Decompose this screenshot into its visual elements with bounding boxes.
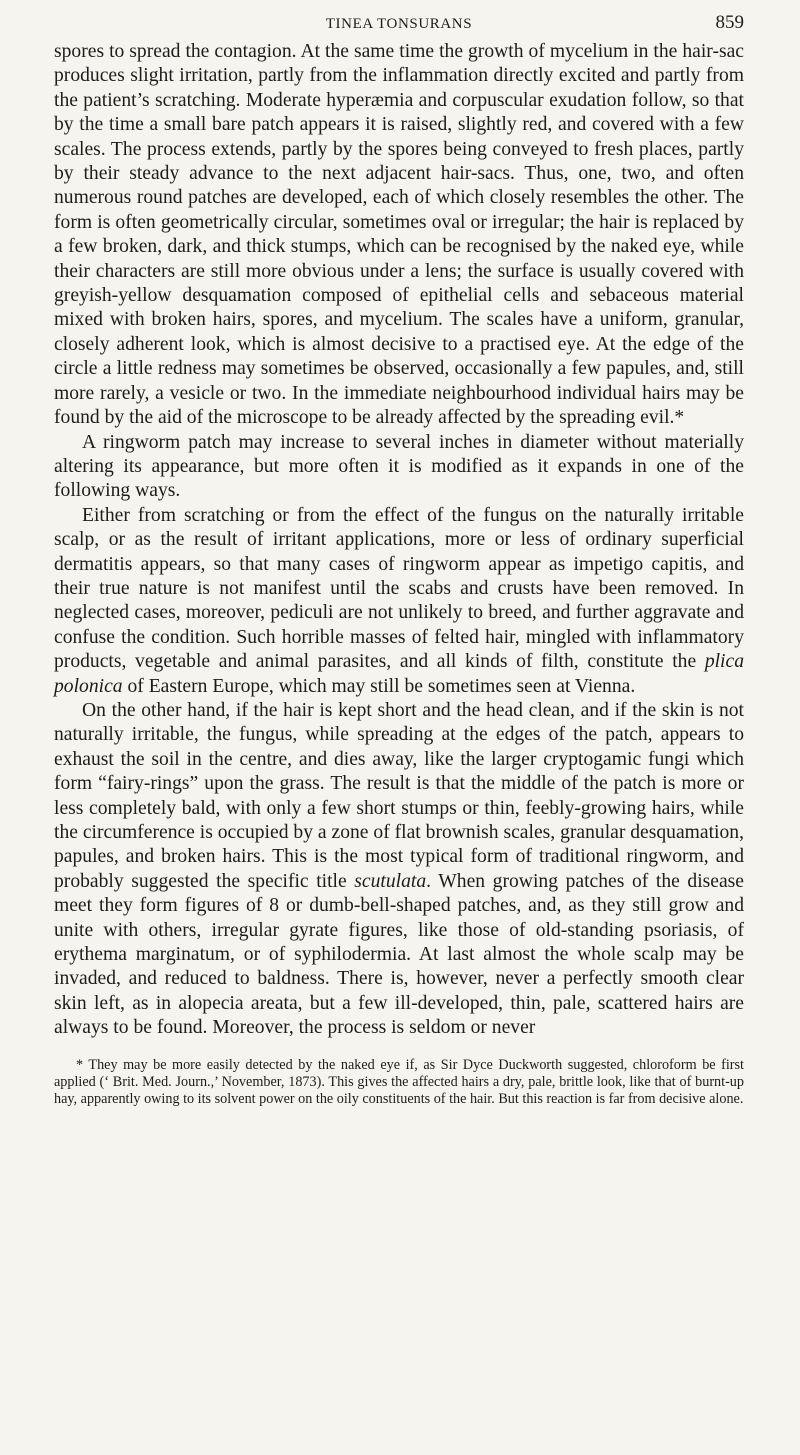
text-run: * They may be more easily detected by the naked eye if, as Sir Dyce Duckworth suggested, chloroform be first applied (‘ Brit. Med. Journ.,’ November, 1873). This gives the affected hairs a dry, pale, brittle look, like that of burnt-up hay, apparently owing to its solvent power on the oily constituents of the hair. But this reaction is far from decisive alone. <box>54 1056 744 1107</box>
footnote-text <box>54 1057 744 1108</box>
paragraph-2 <box>54 431 744 504</box>
paragraph-1 <box>54 40 744 431</box>
text-run: spores to spread the contagion. At the same time the growth of mycelium in the hair-sac produces slight irritation, partly from the inflammation directly excited and partly from the patient’s scratching. Moderate hyperæmia and corpuscular exudation follow, so that by the time a small bare patch appears it is raised, slightly red, and covered with a few scales. The process extends, partly by the spores being conveyed to fresh places, partly by their steady advance to the next adjacent hair-sacs. Thus, one, two, and often numerous round patches are developed, each of which closely resembles the other. The form is often geometrically circular, sometimes oval or irregular; the hair is replaced by a few broken, dark, and thick stumps, which can be recognised by the naked eye, while their characters are still more obvious under a lens; the surface is usually covered with greyish-yellow desquamation composed of epithelial cells and sebaceous material mixed with broken hairs, spores, and mycelium. The scales have a uniform, granular, closely adherent look, which is almost decisive to a practised eye. At the edge of the circle a little redness may sometimes be observed, occasionally a few papules, and, still more rarely, a vesicle or two. In the immediate neighbourhood individual hairs may be found by the aid of the microscope to be already affected by the spreading evil.* <box>54 41 744 429</box>
italic-term: plica polonica <box>54 651 744 697</box>
footnote <box>54 1057 744 1108</box>
italic-term: scutulata <box>354 870 427 892</box>
body-text <box>54 40 744 1041</box>
text-run: . When growing patches of the disease meet they form figures of 8 or dumb-bell-shaped patches, and, as they still grow and unite with others, irregular gyrate figures, like those of old-standing psoriasis, of erythema marginatum, or of syphilodermia. At last almost the whole scalp may be invaded, and reduced to baldness. There is, however, never a perfectly smooth clear skin left, as in alopecia areata, but a few ill-developed, thin, pale, scattered hairs are always to be found. Moreover, the process is seldom or never <box>54 870 745 1039</box>
paragraph-4 <box>54 699 744 1041</box>
text-run: of Eastern Europe, which may still be sometimes seen at Vienna. <box>122 675 636 697</box>
page-number: 859 <box>715 12 744 33</box>
paragraph-3 <box>54 504 744 699</box>
running-head <box>54 10 744 40</box>
text-run: On the other hand, if the hair is kept short and the head clean, and if the skin is not naturally irritable, the fungus, while spreading at the edges of the patch, appears to exhaust the soil in the centre, and dies away, like the larger cryptogamic fungi which form “fairy-rings” upon the grass. The result is that the middle of the patch is more or less completely bald, with only a few short stumps or thin, feebly-growing hairs, while the circumference is occupied by a zone of flat brownish scales, granular desquamation, papules, and broken hairs. This is the most typical form of traditional ringworm, and probably suggested the specific title <box>54 699 744 892</box>
running-title: TINEA TONSURANS <box>325 16 473 32</box>
text-run: A ringworm patch may increase to several inches in diameter without materially altering its appearance, but more often it is modified as it expands in one of the following ways. <box>54 431 744 502</box>
text-run: Either from scratching or from the effect of the fungus on the naturally irritable scalp, or as the result of irritant applications, more or less of ordinary superficial dermatitis appears, so that many cases of ringworm appear as impetigo capitis, and their true nature is not manifest until the scabs and crusts have been removed. In neglected cases, moreover, pediculi are not unlikely to breed, and further aggravate and confuse the condition. Such horrible masses of felted hair, mingled with inflammatory products, vegetable and animal parasites, and all kinds of filth, constitute the <box>54 504 744 673</box>
